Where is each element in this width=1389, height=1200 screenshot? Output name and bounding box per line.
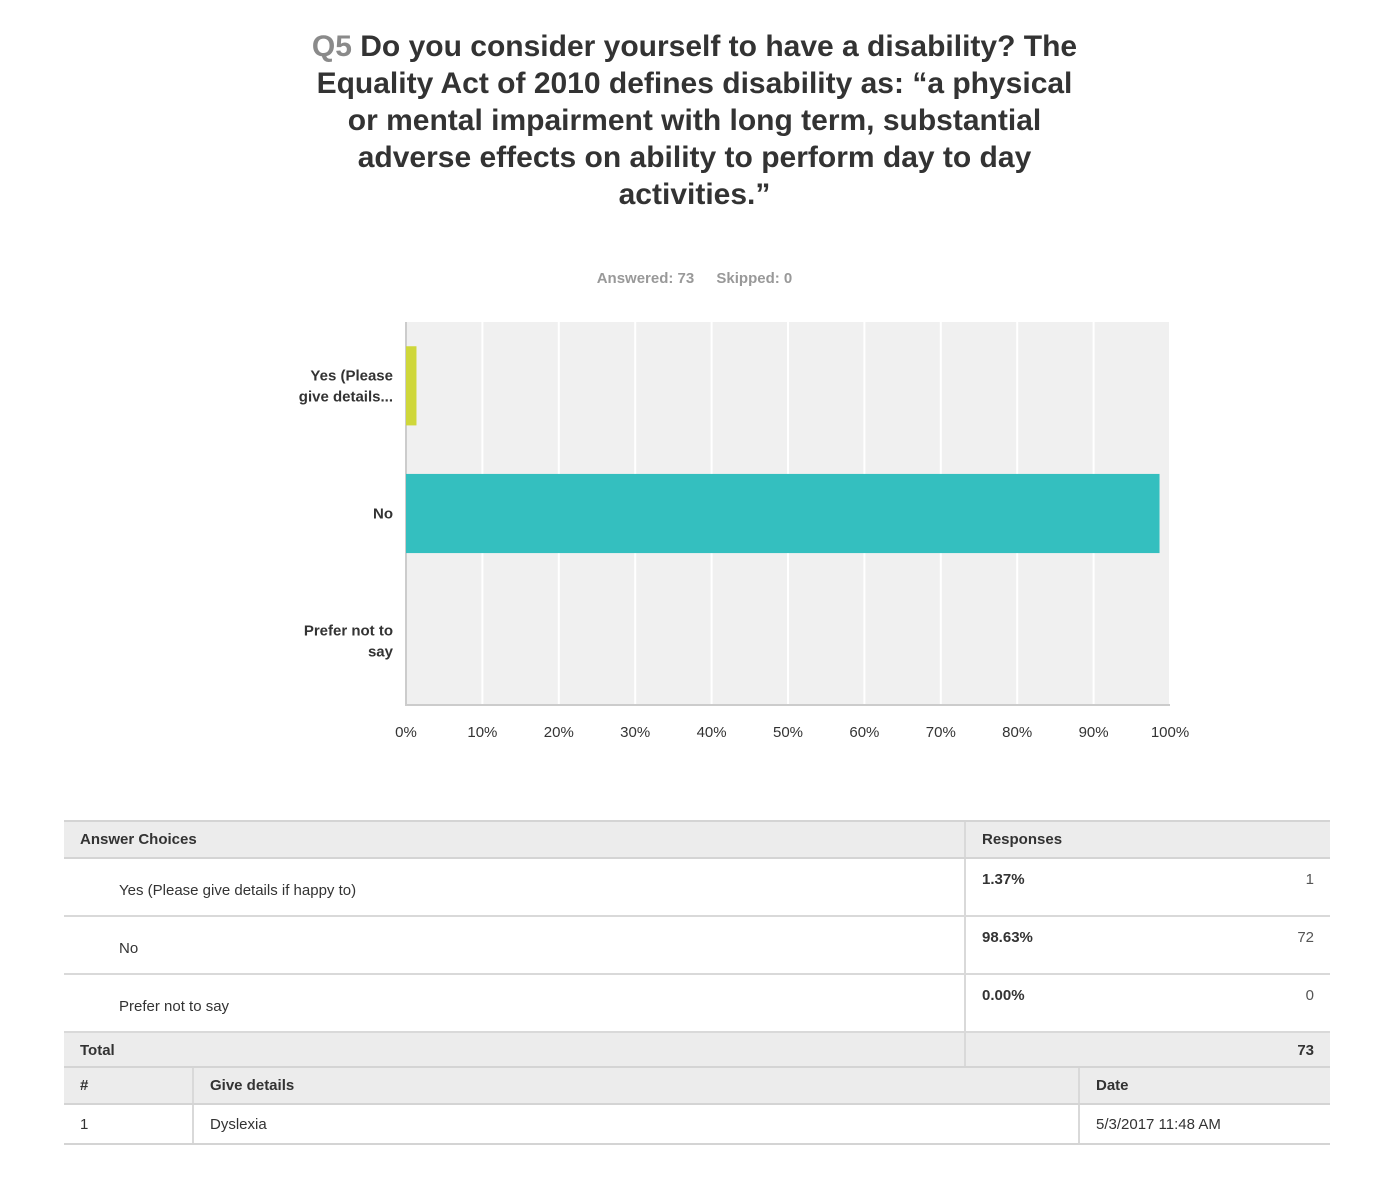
choice-label: Prefer not to say xyxy=(64,974,965,1032)
choice-percent: 98.63% xyxy=(965,916,1178,974)
table-row xyxy=(64,974,1330,1032)
choice-label: No xyxy=(64,916,965,974)
choice-label: Yes (Please give details if happy to) xyxy=(64,858,965,916)
question-number: Q5 xyxy=(311,30,352,63)
choice-percent: 1.37% xyxy=(965,858,1178,916)
y-category-label: say xyxy=(367,643,393,661)
responses-header: Responses xyxy=(965,821,1330,858)
x-tick-label: 80% xyxy=(1002,724,1033,741)
x-tick-label: 20% xyxy=(543,724,574,741)
x-tick-label: 30% xyxy=(620,724,651,741)
responses-table xyxy=(64,820,1330,1070)
table-row xyxy=(64,916,1330,974)
choice-count: 72 xyxy=(1178,916,1330,974)
x-tick-label: 90% xyxy=(1078,724,1109,741)
choice-percent: 0.00% xyxy=(965,974,1178,1032)
table-row xyxy=(64,858,1330,916)
responses-header-row xyxy=(64,821,1330,858)
question-text: Do you consider yourself to have a disability? The Equality Act of 2010 defines disability as: “a physical or mental impairment with long term, substantial adverse effects on ability to perform day to day activities.” xyxy=(316,30,1078,211)
detail-text: Dyslexia xyxy=(193,1104,1079,1144)
total-row xyxy=(64,1032,1330,1069)
x-tick-label: 40% xyxy=(696,724,727,741)
details-header-row xyxy=(64,1067,1330,1104)
total-label: Total xyxy=(64,1032,965,1069)
details-header: Give details xyxy=(193,1067,1079,1104)
total-spacer xyxy=(965,1032,1178,1069)
detail-num: 1 xyxy=(64,1104,193,1144)
answer-choices-header: Answer Choices xyxy=(64,821,965,858)
details-table xyxy=(64,1066,1330,1145)
x-tick-label: 50% xyxy=(772,724,804,741)
x-tick-label: 10% xyxy=(467,724,498,741)
bar xyxy=(406,474,1160,553)
skipped-count: Skipped: 0 xyxy=(716,270,793,287)
x-tick-label: 0% xyxy=(395,724,417,741)
detail-date: 5/3/2017 11:48 AM xyxy=(1079,1104,1330,1144)
total-count: 73 xyxy=(1178,1032,1330,1069)
table-row xyxy=(64,1104,1330,1144)
x-tick-label: 60% xyxy=(849,724,880,741)
x-tick-label: 70% xyxy=(925,724,956,741)
bar xyxy=(406,346,416,425)
y-category-label: Prefer not to xyxy=(303,622,393,640)
y-category-label: Yes (Please xyxy=(310,367,393,385)
choice-count: 0 xyxy=(1178,974,1330,1032)
num-header: # xyxy=(64,1067,193,1104)
y-category-label: give details... xyxy=(298,388,393,406)
date-header: Date xyxy=(1079,1067,1330,1104)
y-category-label: No xyxy=(373,505,393,523)
choice-count: 1 xyxy=(1178,858,1330,916)
answered-count: Answered: 73 xyxy=(596,270,695,287)
x-tick-label: 100% xyxy=(1150,724,1190,741)
